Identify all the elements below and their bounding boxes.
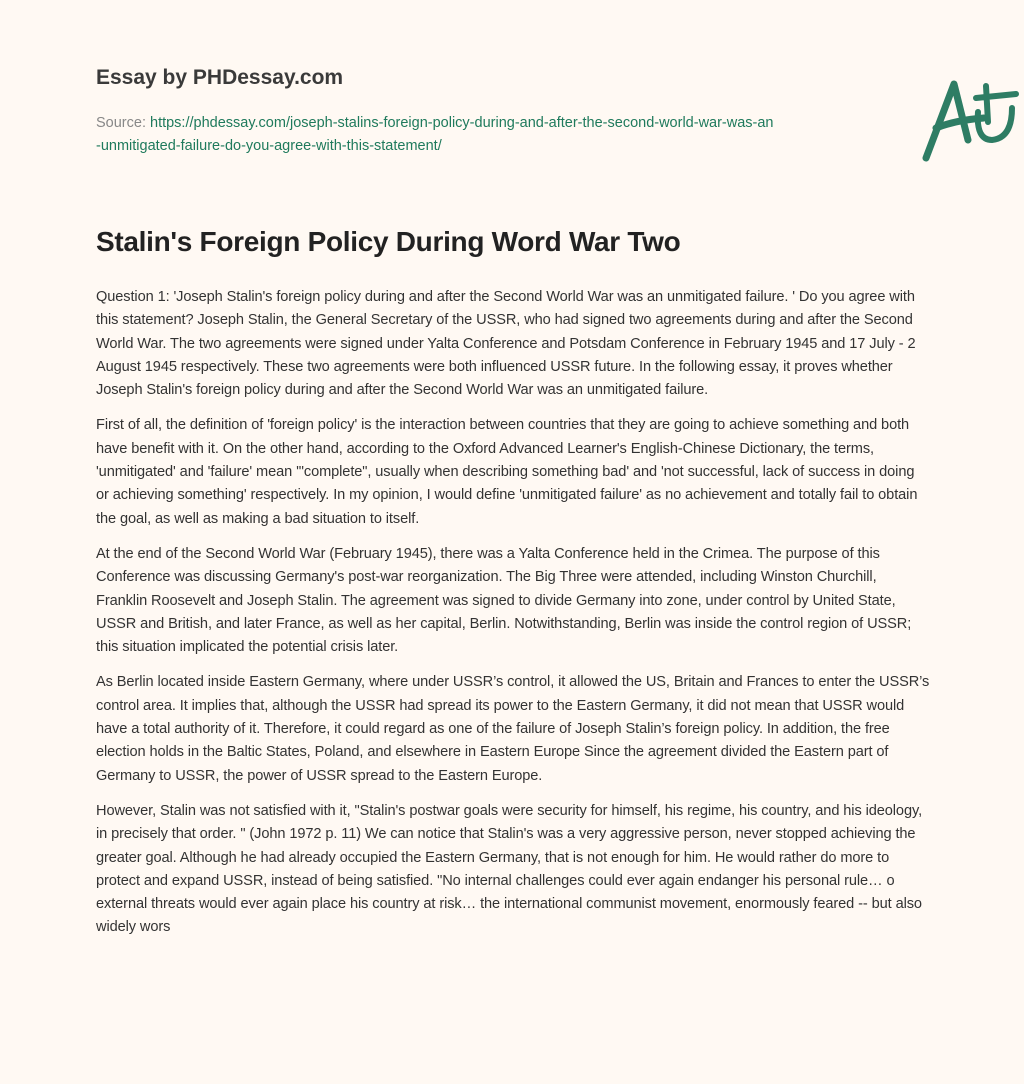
article-body [96,286,930,952]
paragraph: At the end of the Second World War (February 1945), there was a Yalta Conference held in the Crimea. The purpose of this Conference was discussing Germany's post-war reorganization. The Big Three were attended, including Winston Churchill, Franklin Roosevelt and Joseph Stalin. The agreement was signed to divide Germany into zone, under control by United State, USSR and British, and later France, as well as her capital, Berlin. Notwithstanding, Berlin was inside the control region of USSR; this situation implicated the potential crisis later. [96,545,912,656]
paragraph: First of all, the definition of 'foreign policy' is the interaction between countries that they are going to achieve something and both have benefit with it. On the other hand, according to the Oxford Advanced Learner's English-Chinese Dictionary, the terms, 'unmitigated' and 'failure' mean '"complete", usually when describing something bad' and 'not successful, lack of success in doing or achieving something' respectively. In my opinion, I would define 'unmitigated failure' as no achievement and totally fail to obtain the goal, as well as making a bad situation to itself. [96,417,918,527]
article-title: Stalin's Foreign Policy During Word War Two [96,226,681,257]
source-label: Source: [96,115,150,131]
source-link[interactable]: https://phdessay.com/joseph-stalins-foreign-policy-during-and-after-the-second-world-war-was-an-unmitigated-failure-do-you-agree-with-this-statement/ [96,115,774,154]
paragraph: However, Stalin was not satisfied with it, "Stalin's postwar goals were security for himself, his regime, his country, and his ideology, in precisely that order. " (John 1972 p. 11) We can notice that Stalin's was a very aggressive person, never stopped achieving the greater goal. Although he had already occupied the Eastern Germany, that is not enough for him. He would rather do more to protect and expand USSR, instead of being satisfied. "No internal challenges could ever again endanger his personal rule… o external threats would ever again place his country at risk… the international communist movement, enormously feared -- but also widely wors [96,802,923,936]
site-brand: Essay by PHDessay.com [96,66,344,89]
source-line [96,112,776,158]
paragraph: Question 1: 'Joseph Stalin's foreign policy during and after the Second World War was an unmitigated failure. ' Do you agree with this statement? Joseph Stalin, the General Secretary of the USSR, who had signed two agreements during and after the Second World War. The two agreements were signed under Yalta Conference and Potsdam Conference in February 1945 and 17 July - 2 August 1945 respectively. These two agreements were both influenced USSR future. In the following essay, it proves whether Joseph Stalin's foreign policy during and after the Second World War was an unmitigated failure. [96,289,916,399]
a-plus-logo-icon [916,70,1024,165]
paragraph: As Berlin located inside Eastern Germany, where under USSR’s control, it allowed the US, Britain and Frances to enter the USSR’s control area. It implies that, although the USSR had spread its power to the Eastern Germany, it did not mean that USSR would have a total authority of it. Therefore, it could regard as one of the failure of Joseph Stalin’s foreign policy. In addition, the free election holds in the Baltic States, Poland, and elsewhere in Eastern Europe Since the agreement divided the Eastern part of Germany to USSR, the power of USSR spread to the Eastern Europe. [96,674,930,784]
